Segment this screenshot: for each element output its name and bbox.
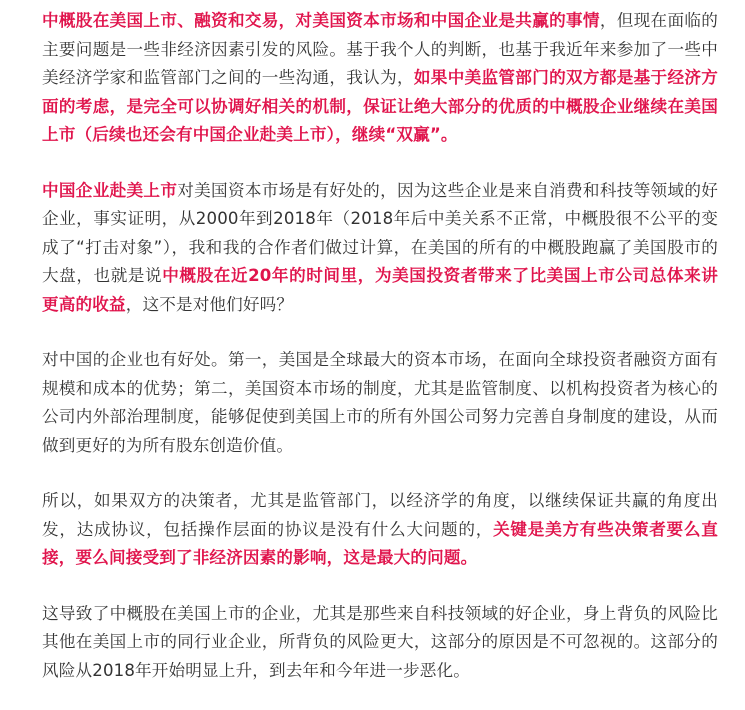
paragraph-2 (42, 177, 718, 320)
highlight-text: 关键是美方有些决策者要么直接，要么间接受到了非经济因素的影响，这是最大的问题。 (42, 519, 718, 567)
article-body (42, 0, 718, 685)
body-text: 对美国资本市场是有好处的，因为这些企业是来自消费和科技等领域的好企业，事实证明，从2000年到2018年（2018年后中美关系不正常，中概股很不公平的变成了“打击对象”），我和我的合作者们做过计算，在美国的所有的中概股跑赢了美国股市的大盘，也就是说 (42, 180, 718, 285)
highlight-text: 如果中美监管部门的双方都是基于经济方面的考虑，是完全可以协调好相关的机制，保证让绝大部分的优质的中概股企业继续在美国上市（后续也还会有中国企业赴美上市），继续“双赢”。 (42, 68, 718, 144)
body-text: 所以，如果双方的决策者，尤其是监管部门，以经济学的角度，以继续保证共赢的角度出发，达成协议，包括操作层面的协议是没有什么大问题的， (42, 491, 718, 539)
body-text: ，这不是对他们好吗？ (125, 294, 294, 314)
highlight-text: 中概股在近20年的时间里，为美国投资者带来了比美国上市公司总体来讲更高的收益 (42, 266, 718, 314)
body-text: ，但现在面临的主要问题是一些非经济因素引发的风险。基于我个人的判断，也基于我近年来参加了一些中美经济学家和监管部门之间的一些沟通，我认为， (42, 11, 718, 87)
highlight-text: 中概股在美国上市、融资和交易，对美国资本市场和中国企业是共赢的事情 (42, 11, 600, 30)
body-text: 对中国的企业也有好处。第一，美国是全球最大的资本市场，在面向全球投资者融资方面有规模和成本的优势；第二，美国资本市场的制度，尤其是监管制度、以机构投资者为核心的公司内外部治理制度，能够促使到美国上市的所有外国公司努力完善自身制度的建设，从而做到更好的为所有股东创造价值。 (42, 350, 718, 455)
body-text: 这导致了中概股在美国上市的企业，尤其是那些来自科技领域的好企业，身上背负的风险比其他在美国上市的同行业企业，所背负的风险更大，这部分的原因是不可忽视的。这部分的风险从2018年开始明显上升，到去年和今年进一步恶化。 (42, 603, 718, 680)
paragraph-3 (42, 346, 718, 460)
highlight-text: 中国企业赴美上市 (42, 180, 178, 200)
paragraph-4 (42, 487, 718, 573)
paragraph-1 (42, 0, 718, 150)
paragraph-5 (42, 600, 718, 686)
